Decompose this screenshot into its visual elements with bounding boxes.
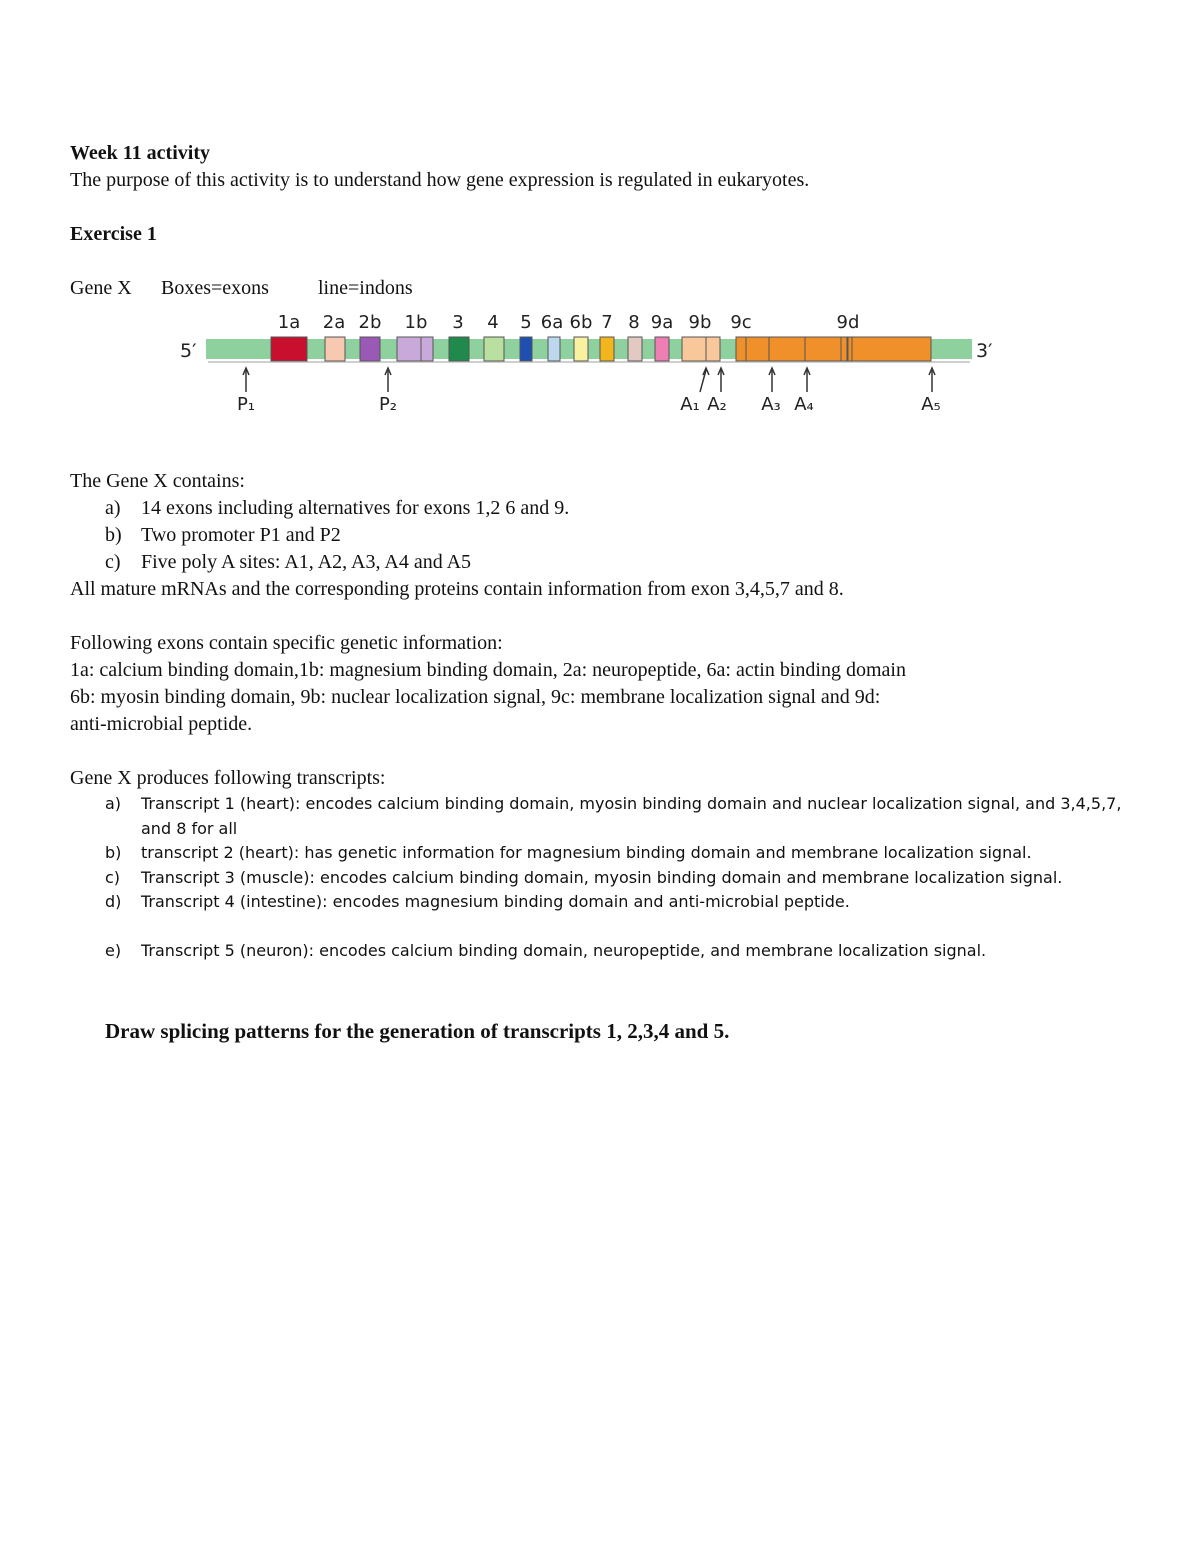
polya-label-3: A₃ xyxy=(761,394,781,415)
promoter-label-2: P₂ xyxy=(378,394,398,415)
list-item: d) Transcript 4 (intestine): encodes magnesium binding domain and anti-microbial peptide. xyxy=(105,892,850,911)
boxes-legend: Boxes=exons xyxy=(161,277,269,299)
exon-label-7: 7 xyxy=(601,312,613,333)
specific-line: anti-microbial peptide. xyxy=(70,713,253,735)
transcripts-list xyxy=(70,792,1150,963)
exon-box-9d xyxy=(848,337,931,361)
exon-box-3 xyxy=(449,337,469,361)
five-prime-label: 5′ xyxy=(180,340,197,362)
contains-intro: The Gene X contains: xyxy=(70,470,245,492)
gene-diagram xyxy=(176,306,1006,426)
exon-box-6b xyxy=(574,337,588,361)
exon-box-5 xyxy=(520,337,532,361)
exon-label-1a: 1a xyxy=(277,312,301,333)
promoter-label-1: P₁ xyxy=(236,394,256,415)
gene-details xyxy=(70,468,1150,1045)
exon-box-1a xyxy=(271,337,307,361)
three-prime-label: 3′ xyxy=(976,340,993,362)
list-item: c) Transcript 3 (muscle): encodes calcium binding domain, myosin binding domain and membrane localization signal. xyxy=(105,867,1063,887)
exon-box-4 xyxy=(484,337,504,361)
list-item: a) 14 exons including alternatives for exons 1,2 6 and 9. xyxy=(105,497,570,519)
purpose-text: The purpose of this activity is to understand how gene expression is regulated in eukaryotes. xyxy=(70,169,810,191)
exon-label-9b: 9b xyxy=(688,312,712,333)
specific-intro: Following exons contain specific genetic information: xyxy=(70,632,503,654)
exon-box-6a xyxy=(548,337,560,361)
polya-label-5: A₅ xyxy=(921,394,941,415)
gene-structure-figure xyxy=(176,306,1006,426)
exercise-heading: Exercise 1 xyxy=(70,223,157,245)
specific-line: 1a: calcium binding domain,1b: magnesium binding domain, 2a: neuropeptide, 6a: actin binding domain xyxy=(70,659,906,681)
exon-label-2b: 2b xyxy=(358,312,382,333)
list-item: e) Transcript 5 (neuron): encodes calcium binding domain, neuropeptide, and membrane localization signal. xyxy=(105,940,987,960)
exon-label-9a: 9a xyxy=(650,312,674,333)
line-legend: line=indons xyxy=(318,277,413,299)
exon-box-9c xyxy=(736,337,848,361)
exon-label-6a: 6a xyxy=(540,312,564,333)
specific-line: 6b: myosin binding domain, 9b: nuclear localization signal, 9c: membrane localization signal and 9d: xyxy=(70,686,881,708)
document-top xyxy=(70,140,1140,302)
exon-box-7 xyxy=(600,337,614,361)
transcripts-intro: Gene X produces following transcripts: xyxy=(70,767,386,789)
mature-note: All mature mRNAs and the corresponding proteins contain information from exon 3,4,5,7 and 8. xyxy=(70,578,844,600)
exon-label-1b: 1b xyxy=(404,312,428,333)
exon-label-5: 5 xyxy=(520,312,532,333)
list-item: c) Five poly A sites: A1, A2, A3, A4 and A5 xyxy=(105,551,472,573)
exon-box-8 xyxy=(628,337,642,361)
exon-label-9d: 9d xyxy=(836,312,860,333)
polya-label-4: A₄ xyxy=(794,394,814,415)
exon-label-8: 8 xyxy=(628,312,640,333)
contains-list xyxy=(70,495,1150,576)
exon-label-2a: 2a xyxy=(322,312,346,333)
gene-name: Gene X xyxy=(70,277,132,299)
exon-box-9b xyxy=(682,337,720,361)
list-item: a) Transcript 1 (heart): encodes calcium binding domain, myosin binding domain and nuclear localization signal, and 3,4,5,7, and 8 for all xyxy=(105,794,1122,838)
exon-label-6b: 6b xyxy=(569,312,593,333)
page-title: Week 11 activity xyxy=(70,142,210,164)
polya-label-2: A₂ xyxy=(707,394,727,415)
exon-label-3: 3 xyxy=(452,312,464,333)
final-instruction: Draw splicing patterns for the generation of transcripts 1, 2,3,4 and 5. xyxy=(105,1019,730,1043)
exon-box-2a xyxy=(325,337,345,361)
gene-header xyxy=(70,275,1140,302)
exon-box-2b xyxy=(360,337,380,361)
exon-box-1b xyxy=(397,337,433,361)
list-item: b) transcript 2 (heart): has genetic information for magnesium binding domain and membrane localization signal. xyxy=(105,843,1032,862)
polya-label-1: A₁ xyxy=(680,394,700,415)
list-item: b) Two promoter P1 and P2 xyxy=(105,524,341,546)
exon-label-4: 4 xyxy=(487,312,499,333)
exon-box-9a xyxy=(655,337,669,361)
exon-label-9c: 9c xyxy=(730,312,752,333)
